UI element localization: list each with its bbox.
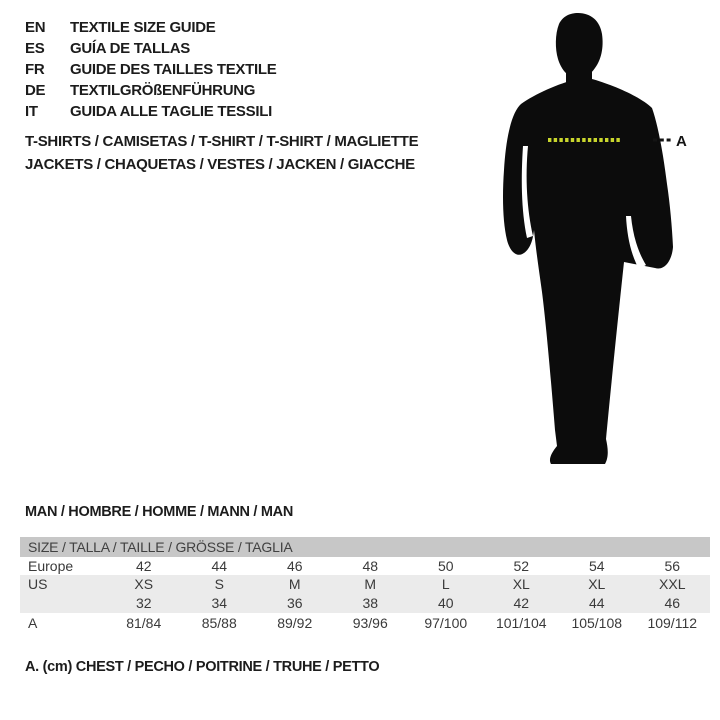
product-line-tshirts: T-SHIRTS / CAMISETAS / T-SHIRT / T-SHIRT / MAGLIETTE — [25, 133, 419, 150]
size-cell: 109/112 — [647, 615, 698, 631]
language-row — [25, 101, 276, 122]
size-cell: 46 — [286, 558, 303, 574]
size-cell: 44 — [588, 595, 605, 611]
measure-label-a: A — [676, 133, 687, 150]
size-cell: 52 — [513, 558, 530, 574]
table-row-numeric — [20, 594, 710, 613]
language-row — [25, 59, 276, 80]
size-cell: 101/104 — [495, 615, 547, 631]
size-cell: 32 — [135, 595, 152, 611]
size-cell: 81/84 — [126, 615, 162, 631]
size-cell: 48 — [362, 558, 379, 574]
row-label: A — [28, 615, 38, 631]
man-silhouette-figure — [495, 8, 710, 468]
size-cell: 42 — [135, 558, 152, 574]
size-cell: 36 — [286, 595, 303, 611]
section-title-man: MAN / HOMBRE / HOMME / MANN / MAN — [25, 504, 294, 520]
size-cell: M — [288, 576, 301, 592]
silhouette-body — [503, 78, 673, 464]
size-cell: XXL — [659, 576, 686, 592]
size-cell: 34 — [211, 595, 228, 611]
table-row-chest-cm — [20, 613, 710, 634]
language-label: GUIDA ALLE TAGLIE TESSILI — [70, 103, 272, 120]
size-cell: 89/92 — [277, 615, 313, 631]
size-cell: 105/108 — [571, 615, 623, 631]
size-cell: XL — [512, 576, 530, 592]
row-label: Europe — [28, 558, 74, 574]
language-label: GUIDE DES TAILLES TEXTILE — [70, 61, 277, 78]
language-label: TEXTILGRÖßENFÜHRUNG — [70, 82, 256, 99]
language-row — [25, 17, 276, 38]
size-cell: 44 — [211, 558, 228, 574]
language-code: ES — [25, 40, 45, 57]
size-cell: 97/100 — [424, 615, 468, 631]
language-label: GUÍA DE TALLAS — [70, 40, 190, 57]
size-cell: 50 — [437, 558, 454, 574]
size-cell: XS — [134, 576, 154, 592]
language-code: EN — [25, 19, 46, 36]
row-label: US — [28, 576, 48, 592]
size-cell: 54 — [588, 558, 605, 574]
language-code: IT — [25, 103, 38, 120]
table-row-us — [20, 575, 710, 594]
size-cell: 93/96 — [352, 615, 388, 631]
language-label: TEXTILE SIZE GUIDE — [70, 19, 216, 36]
man-silhouette — [495, 8, 710, 468]
size-cell: 85/88 — [201, 615, 237, 631]
size-cell: L — [441, 576, 450, 592]
language-row — [25, 38, 276, 59]
product-categories — [25, 130, 418, 176]
size-cell: S — [214, 576, 224, 592]
language-code: FR — [25, 61, 45, 78]
size-cell: M — [364, 576, 377, 592]
size-cell: 40 — [437, 595, 454, 611]
size-table-header: SIZE / TALLA / TAILLE / GRÖSSE / TAGLIA — [20, 537, 710, 557]
row-label — [20, 594, 106, 613]
product-line-jackets: JACKETS / CHAQUETAS / VESTES / JACKEN / GIACCHE — [25, 156, 415, 173]
language-list — [25, 17, 276, 122]
size-cell: XL — [588, 576, 606, 592]
language-row — [25, 80, 276, 101]
measurement-footnote: A. (cm) CHEST / PECHO / POITRINE / TRUHE / PETTO — [25, 659, 380, 675]
size-cell: 38 — [362, 595, 379, 611]
table-row-europe — [20, 557, 710, 575]
size-cell: 56 — [664, 558, 681, 574]
size-table — [20, 537, 710, 634]
language-code: DE — [25, 82, 46, 99]
size-cell: 46 — [664, 595, 681, 611]
size-cell: 42 — [513, 595, 530, 611]
